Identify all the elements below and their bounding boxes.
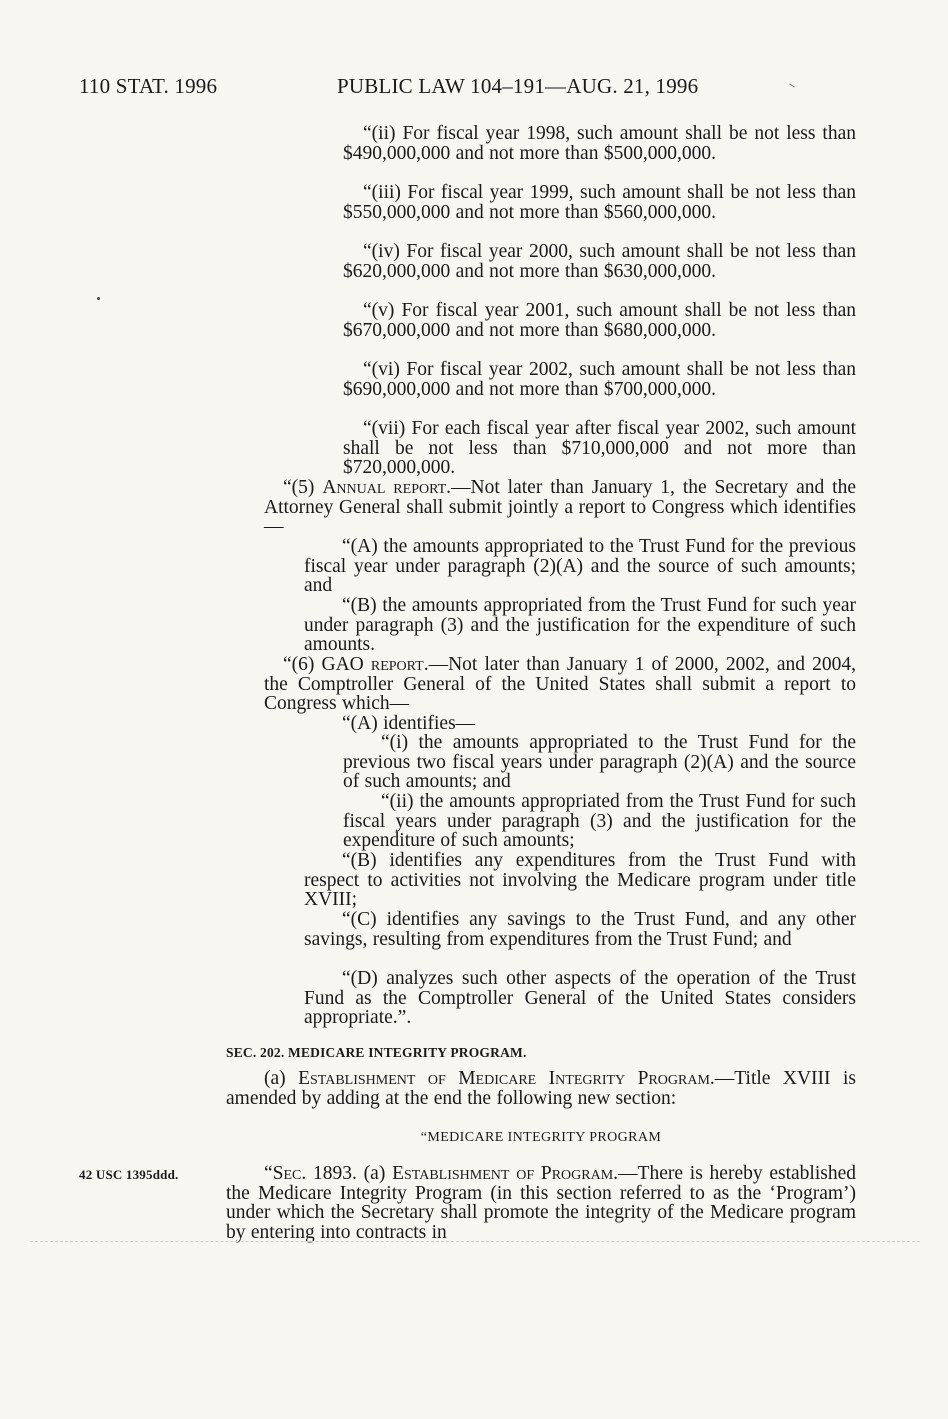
gao-report-d: “(D) analyzes such other aspects of the operation of the Trust Fund as the Comptroller General of the United States considers appropriate.”. (304, 968, 856, 1029)
scan-mark (789, 83, 794, 87)
gao-report-a-ii: “(ii) the amounts appropriated from the Trust Fund for such fiscal years under paragraph (3) and the justification for the expenditure of such amounts; (343, 791, 856, 852)
margin-citation: 42 USC 1395ddd. (79, 1167, 179, 1182)
section-label: Sec. (272, 1163, 307, 1184)
clause-ii: “(ii) For fiscal year 1998, such amount shall be not less than $490,000,000 and not more than $500,000,000. (343, 123, 856, 164)
gao-report-b: “(B) identifies any expenditures from the Trust Fund with respect to activities not involving the Medicare program under title XVIII; (304, 850, 856, 911)
center-heading: “MEDICARE INTEGRITY PROGRAM (420, 1130, 662, 1145)
gao-report-a: “(A) identifies— (342, 713, 476, 734)
section-1893-text: “Sec. 1893. (a) Establishment of Program.—There is hereby established the Medicare Integrity Program (in this section referred to as the ‘Program’) under which the Secretary shall promote the integrity of the Medicare program by entering into contracts in (226, 1163, 857, 1243)
paragraph-annual-report: “(5) Annual report.—Not later than January 1, the Secretary and the Attorney General shall submit jointly a report to Congress which identifies— (264, 477, 856, 538)
gao-report-a-i: “(i) the amounts appropriated to the Trust Fund for the previous two fiscal years under paragraph (2)(A) and the source of such amounts; and (343, 732, 856, 793)
subsection-a-heading: Establishment of Medicare Integrity Program. (298, 1068, 715, 1089)
scan-speck (97, 297, 100, 300)
annual-report-heading: Annual report. (322, 477, 452, 498)
running-head: PUBLIC LAW 104–191—AUG. 21, 1996 (337, 74, 699, 98)
clause-iv: “(iv) For fiscal year 2000, such amount shall be not less than $620,000,000 and not more than $630,000,000. (343, 241, 856, 282)
clause-v: “(v) For fiscal year 2001, such amount shall be not less than $670,000,000 and not more than $680,000,000. (343, 300, 856, 341)
gao-report-heading: report. (370, 654, 429, 675)
gao-report-c: “(C) identifies any savings to the Trust Fund, and any other savings, resulting from expenditures from the Trust Fund; and (304, 909, 856, 950)
section-heading: SEC. 202. MEDICARE INTEGRITY PROGRAM. (226, 1045, 527, 1060)
annual-report-a: “(A) the amounts appropriated to the Trust Fund for the previous fiscal year under paragraph (2)(A) and the source of such amounts; and (304, 536, 856, 597)
page-bottom-edge (30, 1241, 920, 1242)
clause-vii: “(vii) For each fiscal year after fiscal year 2002, such amount shall be not less than $710,000,000 and not more than $720,000,000. (343, 418, 856, 479)
clause-iii: “(iii) For fiscal year 1999, such amount shall be not less than $550,000,000 and not more than $560,000,000. (343, 182, 856, 223)
page-stat-number: 110 STAT. 1996 (79, 74, 218, 98)
subsection-a: (a) Establishment of Medicare Integrity Program.—Title XVIII is amended by adding at the end the following new section: (226, 1068, 856, 1109)
section-1893-heading: Establishment of Program. (392, 1163, 619, 1184)
annual-report-b: “(B) the amounts appropriated from the Trust Fund for such year under paragraph (3) and the justification for the expenditure of such amounts. (304, 595, 856, 656)
clause-vi: “(vi) For fiscal year 2002, such amount shall be not less than $690,000,000 and not more than $700,000,000. (343, 359, 856, 400)
paragraph-gao-report: “(6) GAO report.—Not later than January 1 of 2000, 2002, and 2004, the Comptroller General of the United States shall submit a report to Congress which— (264, 654, 856, 715)
